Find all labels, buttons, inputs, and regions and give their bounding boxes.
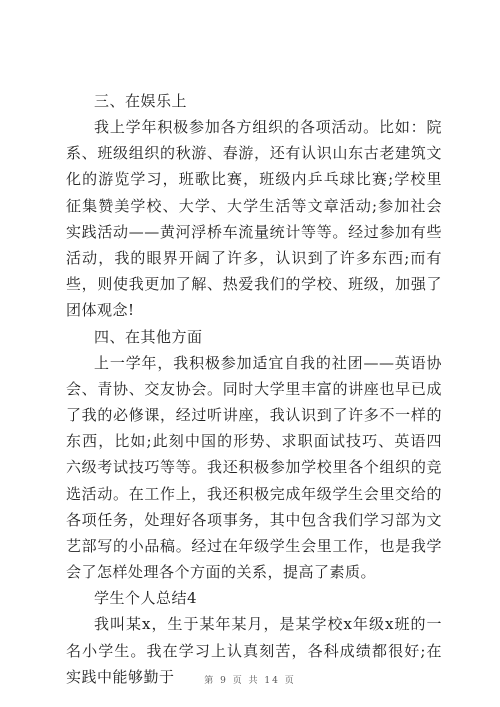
section-heading-entertainment: 三、在娱乐上 bbox=[94, 92, 188, 110]
page-number-footer: 第 9 页 共 14 页 bbox=[204, 676, 296, 686]
section-body-summary-4: 我叫某x，生于某年某月，是某学校x年级x班的一名小学生。我在学习上认真刻苦，各科成绩都很好;在实践中能够勤于 bbox=[66, 615, 442, 686]
section-body-entertainment: 我上学年积极参加各方组织的各项活动。比如：院系、班级组织的秋游、春游，还有认识山东古老建筑文化的游览学习，班歌比赛，班级内乒乓球比赛;学校里征集赞美学校、大学、大学生活等文章活动;参加社会实践活动——黄河浮桥车流量统计等等。经过参加有些活动，我的眼界开阔了许多，认识到了许多东西;而有些，则使我更加了解、热爱我们的学校、班级，加强了团体观念! bbox=[66, 118, 442, 320]
document-content bbox=[66, 88, 442, 690]
section-heading-other: 四、在其他方面 bbox=[94, 327, 203, 346]
section-heading-summary-4: 学生个人总结4 bbox=[94, 589, 198, 608]
section-body-other: 上一学年，我积极参加适宜自我的社团——英语协会、青协、交友协会。同时大学里丰富的讲座也早已成了我的必修课，经过听讲座，我认识到了许多不一样的东西，比如;此刻中国的形势、求职面试技巧、英语四六级考试技巧等等。我还积极参加学校里各个组织的竞选活动。在工作上，我还积极完成年级学生会里交给的各项任务，处理好各项事务，其中包含我们学习部为文艺部写的小品稿。经过在年级学生会里工作，也是我学会了怎样处理各个方面的关系，提高了素质。 bbox=[66, 353, 442, 582]
